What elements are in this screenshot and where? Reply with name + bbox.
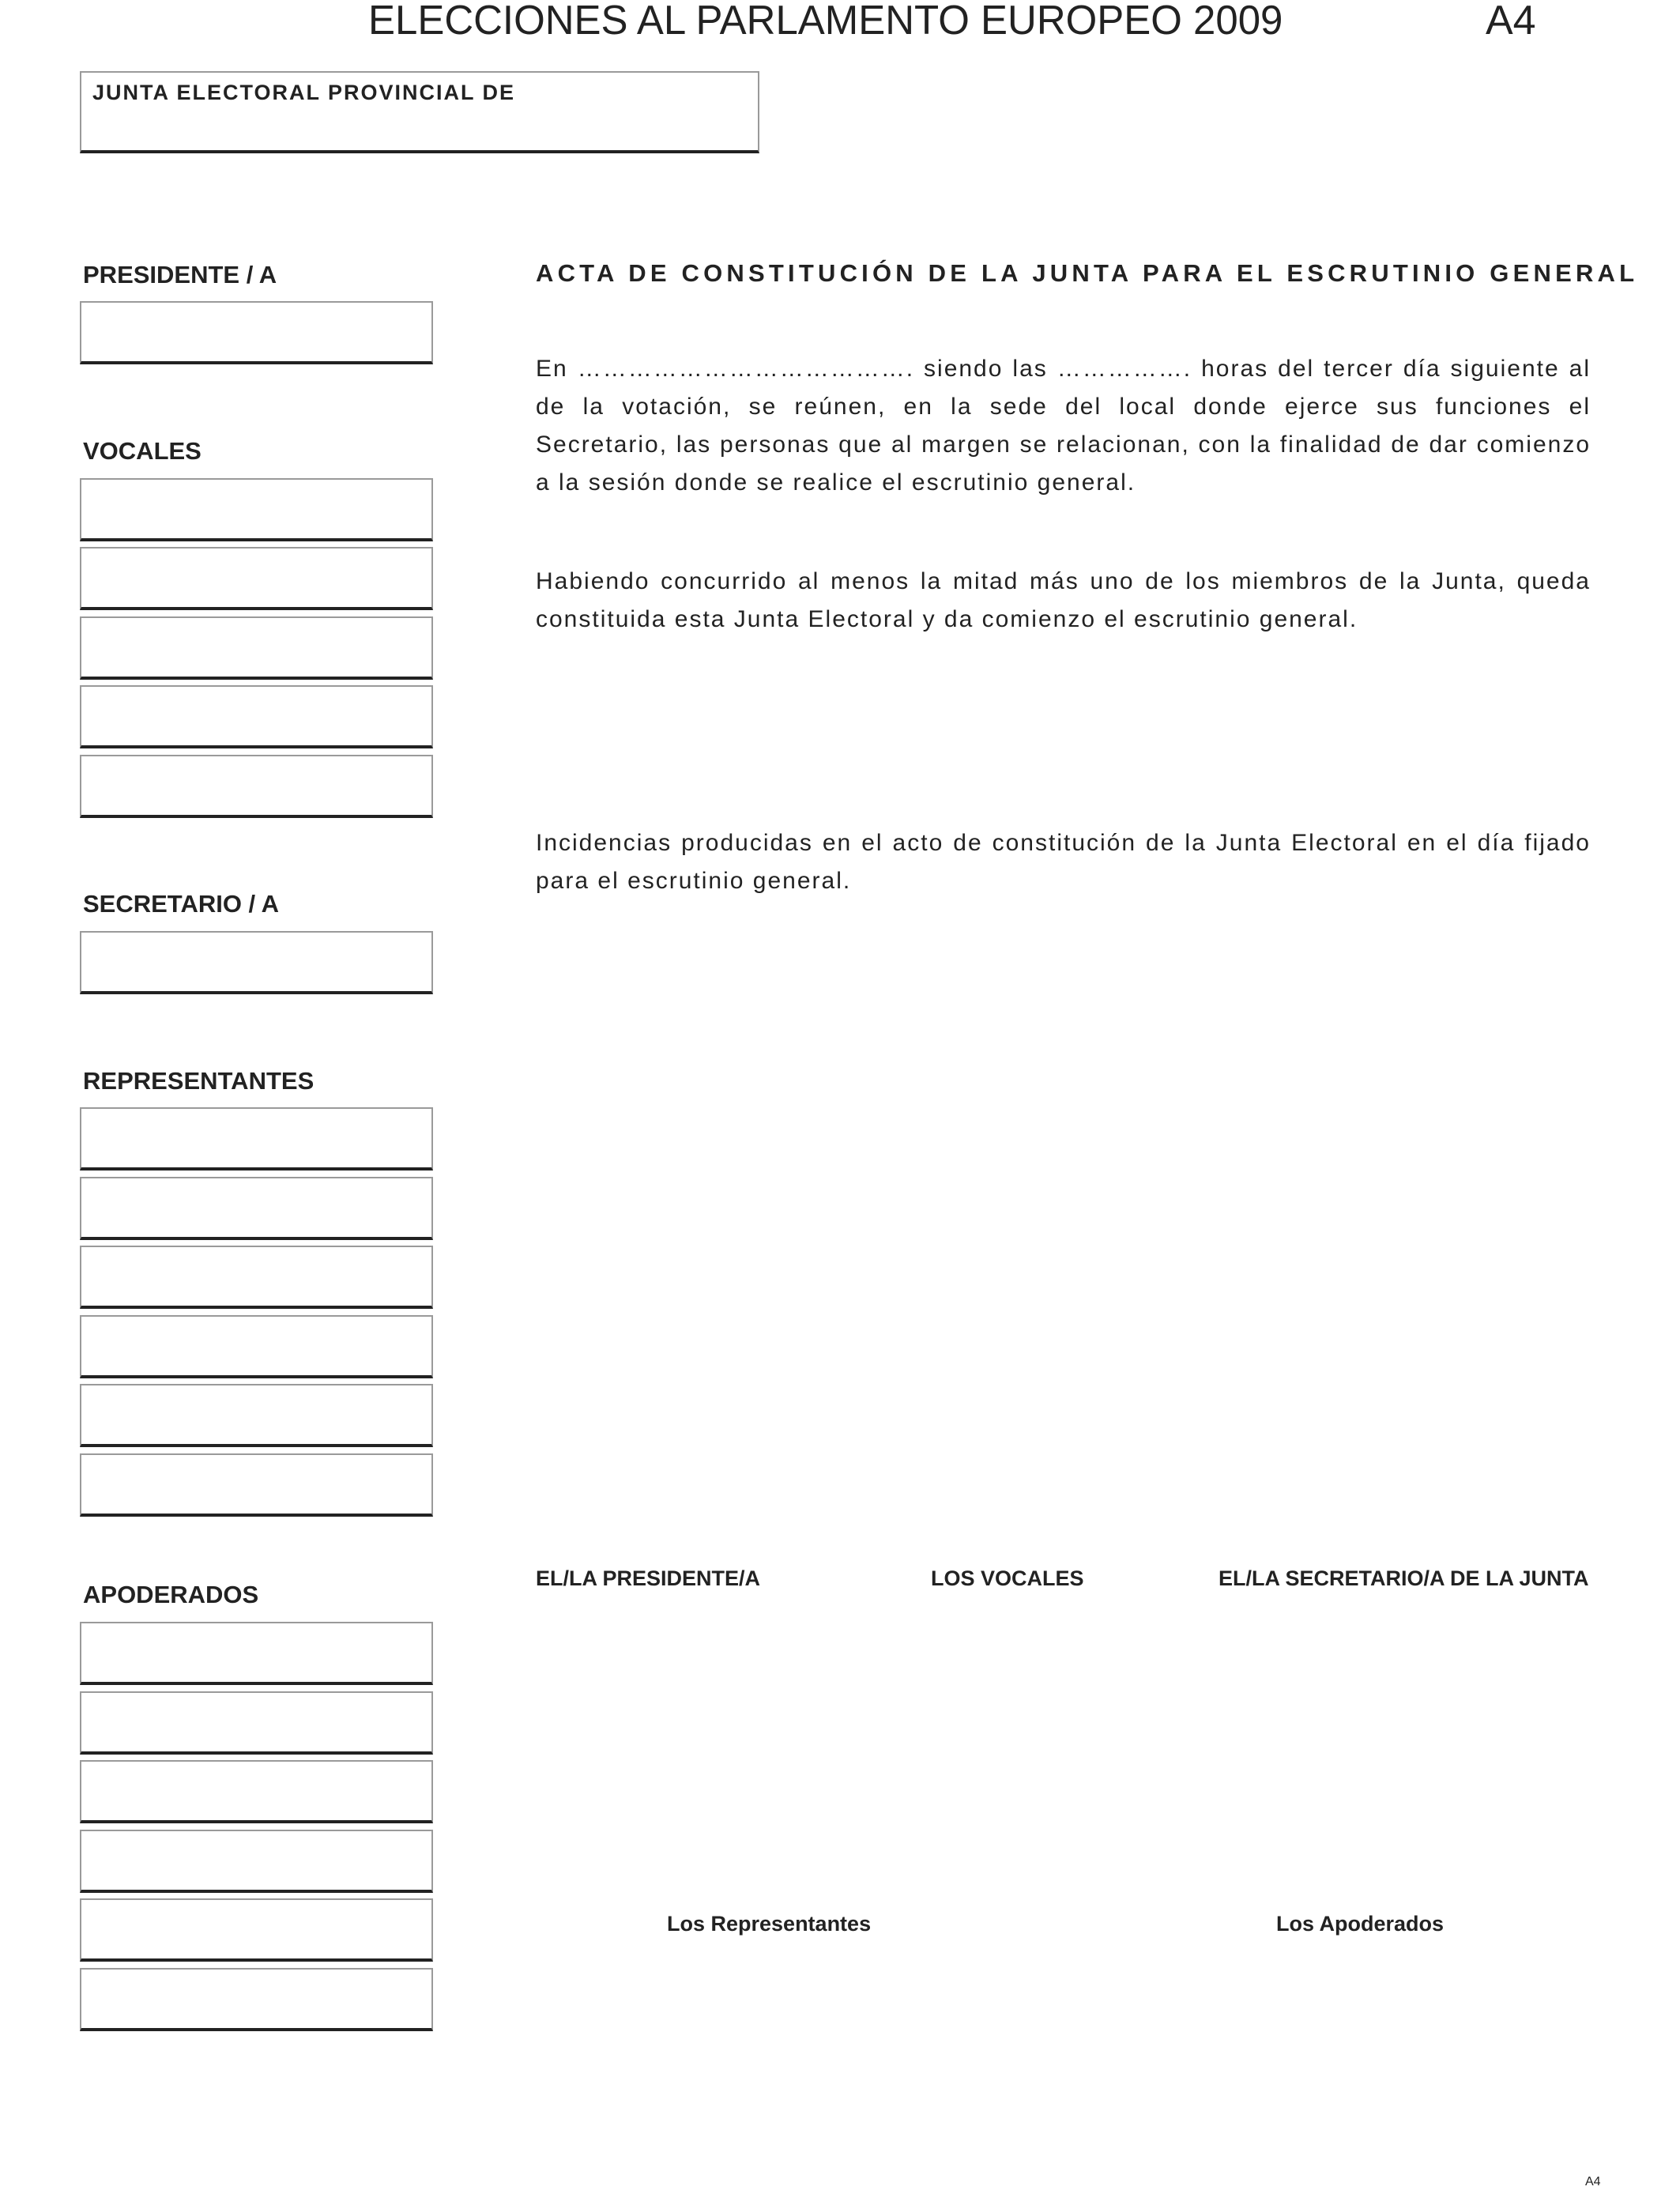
apoderado-field[interactable] (80, 1898, 433, 1962)
representante-field[interactable] (80, 1177, 433, 1240)
apoderado-field[interactable] (80, 1830, 433, 1893)
document-title: ELECCIONES AL PARLAMENTO EUROPEO 2009 (368, 0, 1283, 43)
junta-provincial-field[interactable] (80, 71, 759, 153)
apoderado-field[interactable] (80, 1691, 433, 1755)
apoderados-label: APODERADOS (83, 1581, 259, 1608)
signature-apoderados-label: Los Apoderados (1276, 1912, 1445, 1936)
page-code-footer: A4 (1585, 2175, 1601, 2188)
representante-field[interactable] (80, 1107, 433, 1171)
representante-field[interactable] (80, 1246, 433, 1309)
signature-secretario-label: EL/LA SECRETARIO/A DE LA JUNTA (1219, 1566, 1589, 1590)
presidente-field[interactable] (80, 301, 433, 364)
vocal-field[interactable] (80, 478, 433, 541)
secretario-field[interactable] (80, 931, 433, 994)
form-code: A4 (1486, 0, 1536, 43)
vocales-label: VOCALES (83, 437, 202, 465)
secretario-label: SECRETARIO / A (83, 890, 280, 918)
representante-field[interactable] (80, 1384, 433, 1447)
vocal-field[interactable] (80, 685, 433, 748)
presidente-label: PRESIDENTE / A (83, 261, 277, 288)
incidencias-paragraph: Incidencias producidas en el acto de constitución de la Junta Electoral en el día fijado para el escrutinio general. (536, 830, 1591, 894)
apoderado-field[interactable] (80, 1760, 433, 1823)
signature-vocales-label: LOS VOCALES (931, 1566, 1084, 1590)
representantes-label: REPRESENTANTES (83, 1067, 315, 1095)
apoderado-field[interactable] (80, 1622, 433, 1685)
quorum-paragraph: Habiendo concurrido al menos la mitad más uno de los miembros de la Junta, queda constituida esta Junta Electoral y da comienzo el escrutinio general. (536, 568, 1591, 632)
signature-presidente-label: EL/LA PRESIDENTE/A (536, 1566, 761, 1590)
vocal-field[interactable] (80, 755, 433, 818)
apoderado-field[interactable] (80, 1968, 433, 2031)
junta-provincial-label: JUNTA ELECTORAL PROVINCIAL DE (92, 81, 516, 104)
acta-title: ACTA DE CONSTITUCIÓN DE LA JUNTA PARA EL ESCRUTINIO GENERAL (536, 259, 1639, 287)
constitution-paragraph: En …………………………………. siendo las ……………. horas del tercer día siguiente al de la votación, se reúnen, en la sede del local donde ejerce sus funciones el Secretario, las personas que al margen se relacionan, con la finalidad de dar comienzo a la sesión donde se realice el escrutinio general. (536, 356, 1591, 496)
vocal-field[interactable] (80, 616, 433, 680)
vocal-field[interactable] (80, 547, 433, 610)
signature-representantes-label: Los Representantes (667, 1912, 872, 1936)
representante-field[interactable] (80, 1453, 433, 1517)
representante-field[interactable] (80, 1315, 433, 1378)
